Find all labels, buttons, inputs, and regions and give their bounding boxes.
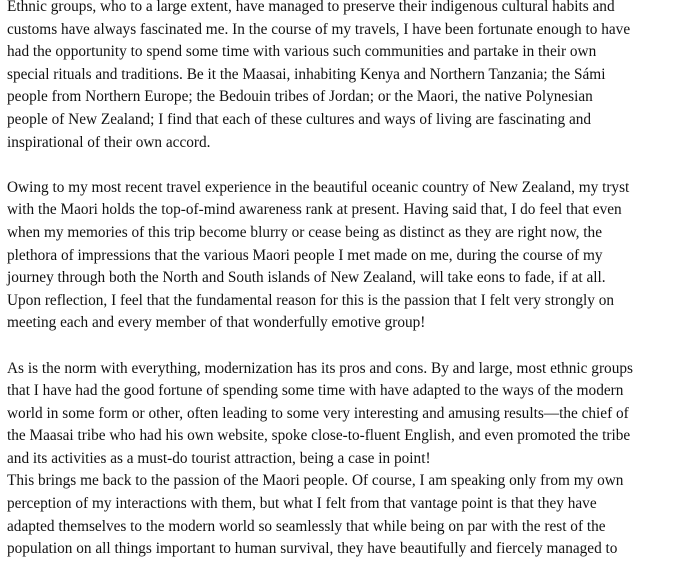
document-page [7, 0, 695, 561]
text-line: and its activities as a must-do tourist attraction, being a case in point! [7, 449, 431, 467]
text-line: inspirational of their own accord. [7, 133, 211, 151]
text-line: meeting each and every member of that wonderfully emotive group! [7, 314, 426, 332]
text-line: journey through both the North and South islands of New Zealand, will take eons to fade, if at all. [7, 269, 606, 287]
text-line: with the Maori holds the top-of-mind awareness rank at present. Having said that, I do feel that even [7, 201, 622, 219]
text-line: As is the norm with everything, modernization has its pros and cons. By and large, most ethnic groups [7, 359, 633, 377]
paragraph-3 [7, 358, 695, 561]
text-line: Ethnic groups, who to a large extent, have managed to preserve their indigenous cultural habits and [7, 0, 615, 15]
text-line: that I have had the good fortune of spending some time with have adapted to the ways of the modern [7, 382, 624, 400]
text-line: Upon reflection, I feel that the fundamental reason for this is the passion that I felt very strongly on [7, 291, 615, 309]
paragraph-spacer [7, 335, 695, 358]
text-line: when my memories of this trip become blurry or cease being as distinct as they are right now, the [7, 223, 602, 241]
text-line: population on all things important to human survival, they have beautifully and fiercely managed to [7, 540, 618, 558]
text-line: This brings me back to the passion of the Maori people. Of course, I am speaking only from my own [7, 472, 624, 490]
text-line: special rituals and traditions. Be it the Maasai, inhabiting Kenya and Northern Tanzania; the Sámi [7, 65, 606, 83]
text-line: perception of my interactions with them, but what I felt from that vantage point is that they have [7, 495, 597, 513]
text-line: customs have always fascinated me. In the course of my travels, I have been fortunate enough to have [7, 20, 631, 38]
text-line: Owing to my most recent travel experience in the beautiful oceanic country of New Zealand, my tryst [7, 178, 630, 196]
text-line: had the opportunity to spend some time with various such communities and partake in their own [7, 43, 597, 61]
paragraph-2 [7, 177, 695, 335]
text-line: plethora of impressions that the various Maori people I met made on me, during the course of my [7, 246, 603, 264]
text-line: the Maasai tribe who had his own website, spoke close-to-fluent English, and even promoted the tribe [7, 427, 631, 445]
text-line: people of New Zealand; I find that each of these cultures and ways of living are fascinating and [7, 110, 592, 128]
paragraph-spacer [7, 154, 695, 177]
text-line: adapted themselves to the modern world so seamlessly that while being on par with the rest of the [7, 517, 606, 535]
text-line: world in some form or other, often leading to some very interesting and amusing results—the chief of [7, 404, 629, 422]
text-line: people from Northern Europe; the Bedouin tribes of Jordan; or the Maori, the native Polynesian [7, 88, 593, 106]
paragraph-1 [7, 0, 695, 154]
